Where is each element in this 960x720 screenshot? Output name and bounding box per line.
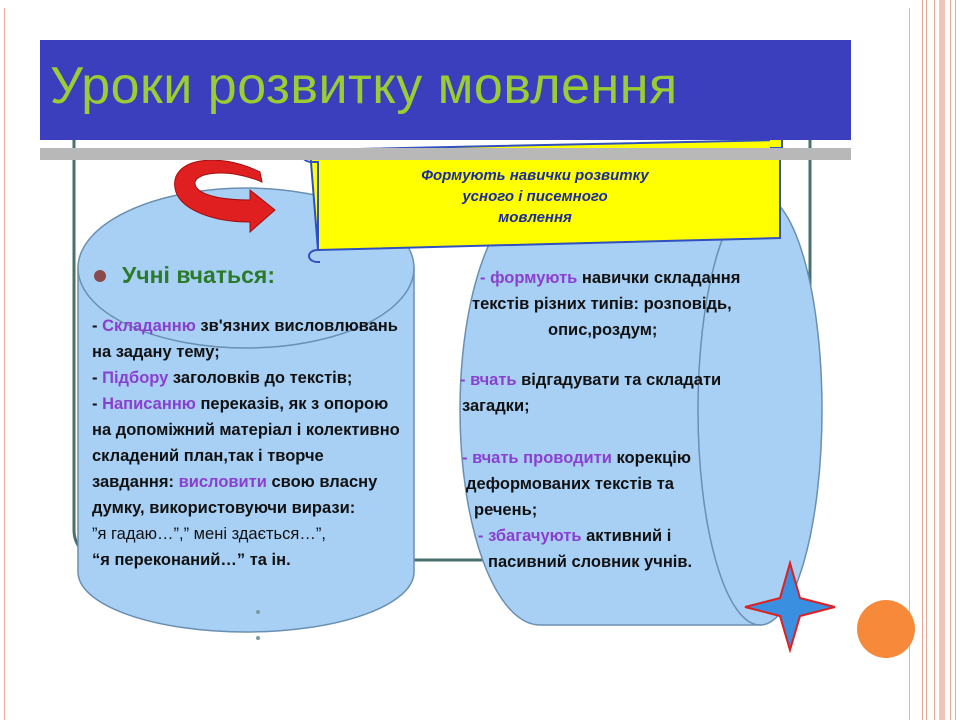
right-cylinder-end	[698, 195, 822, 625]
right-line: текстів різних типів: розповідь,	[472, 295, 732, 313]
left-line: складений план,так і творче	[92, 447, 324, 465]
right-line: опис,роздум;	[548, 321, 658, 339]
right-line: - вчать відгадувати та складати	[460, 371, 722, 389]
banner-line: мовлення	[498, 209, 572, 226]
left-line: - Написанню переказів, як з опорою	[92, 395, 389, 413]
banner-line: усного і писемного	[462, 188, 608, 205]
dot	[256, 636, 260, 640]
right-line: деформованих текстів та	[466, 475, 674, 493]
orange-circle	[857, 600, 915, 658]
left-line: на допоміжний матеріал і колективно	[92, 421, 400, 439]
left-line: на задану тему;	[92, 343, 220, 361]
right-line: - формують навички складання	[480, 269, 741, 287]
banner-line: Формують навички розвитку	[421, 167, 649, 184]
left-line: “я переконаний…” та ін.	[92, 551, 291, 569]
title-underline	[40, 148, 851, 160]
right-line: речень;	[474, 501, 538, 519]
banner-text	[360, 165, 710, 228]
left-line: ”я гадаю…”,” мені здається…”,	[92, 525, 326, 543]
right-line: - збагачують активний і	[478, 527, 672, 545]
bullet-icon	[94, 270, 106, 282]
left-line: завдання: висловити свою власну	[92, 473, 378, 491]
left-line: - Складанню зв'язних висловлювань	[92, 317, 398, 335]
slide-title: Уроки розвитку мовлення	[50, 57, 678, 115]
dot	[256, 610, 260, 614]
right-line: загадки;	[462, 397, 530, 415]
left-line: думку, використовуючи вирази:	[92, 499, 356, 517]
left-line: - Підбору заголовків до текстів;	[92, 369, 353, 387]
right-line: - вчать проводити корекцію	[462, 449, 691, 467]
left-heading: Учні вчаться:	[122, 262, 276, 288]
right-line: пасивний словник учнів.	[488, 553, 693, 571]
